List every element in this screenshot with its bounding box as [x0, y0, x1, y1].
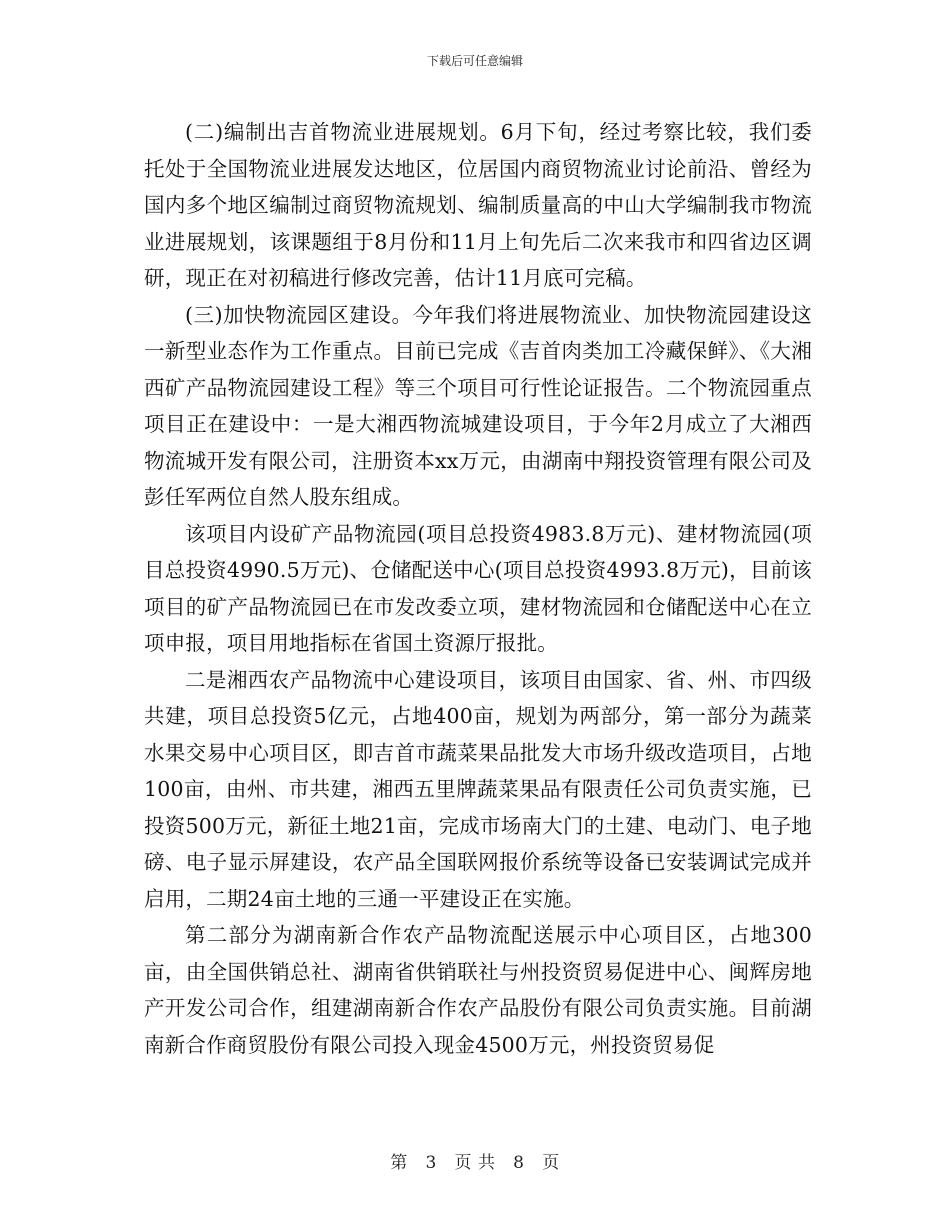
footer-prefix: 第 — [390, 1153, 408, 1173]
paragraph-2: (三)加快物流园区建设。今年我们将进展物流业、加快物流园建设这一新型业态作为工作重点。目前已完成《吉首肉类加工冷藏保鲜》、《大湘西矿产品物流园建设工程》等三个项目可行性论证报告。二个物流园重点项目正在建设中：一是大湘西物流城建设项目，于今年2月成立了大湘西物流城开发有限公司，注册资本xx万元，由湖南中翔投资管理有限公司及彭任军两位自然人股东组成。 — [144, 302, 812, 509]
header-note: 下载后可任意编辑 — [426, 54, 523, 68]
paragraph-3: 该项目内设矿产品物流园(项目总投资4983.8万元)、建材物流园(项目总投资4990.5万元)、仓储配送中心(项目总投资4993.8万元)，目前该项目的矿产品物流园已在市发改委立项，建材物流园和仓储配送中心在立项申报，项目用地指标在省国土资源厅报批。 — [144, 521, 812, 655]
footer-middle: 页 共 — [454, 1153, 496, 1173]
paragraph-4: 二是湘西农产品物流中心建设项目，该项目由国家、省、州、市四级共建，项目总投资5亿元，占地400亩，规划为两部分，第一部分为蔬菜水果交易中心项目区，即吉首市蔬菜果品批发大市场升级改造项目，占地100亩，由州、市共建，湘西五里牌蔬菜果品有限责任公司负责实施，已投资500万元，新征土地21亩，完成市场南大门的土建、电动门、电子地磅、电子显示屏建设，农产品全国联网报价系统等设备已安装调试完成并启用，二期24亩土地的三通一平建设正在实施。 — [144, 667, 812, 911]
footer-suffix: 页 — [542, 1153, 560, 1173]
page-footer — [0, 1153, 950, 1173]
current-page-number: 3 — [425, 1153, 437, 1173]
page-header — [0, 54, 950, 68]
paragraph-1: (二)编制出吉首物流业进展规划。6月下旬，经过考察比较，我们委托处于全国物流业进展发达地区，位居国内商贸物流业讨论前沿、曾经为国内多个地区编制过商贸物流规划、编制质量高的中山大学编制我市物流业进展规划，该课题组于8月份和11月上旬先后二次来我市和四省边区调研，现正在对初稿进行修改完善，估计11月底可完稿。 — [144, 120, 812, 290]
total-pages-number: 8 — [513, 1153, 525, 1173]
document-body — [144, 114, 812, 1063]
paragraph-5: 第二部分为湖南新合作农产品物流配送展示中心项目区，占地300亩，由全国供销总社、湖南省供销联社与州投资贸易促进中心、闽辉房地产开发公司合作，组建湖南新合作农产品股份有限公司负责实施。目前湖南新合作商贸股份有限公司投入现金4500万元，州投资贸易促 — [144, 923, 812, 1057]
